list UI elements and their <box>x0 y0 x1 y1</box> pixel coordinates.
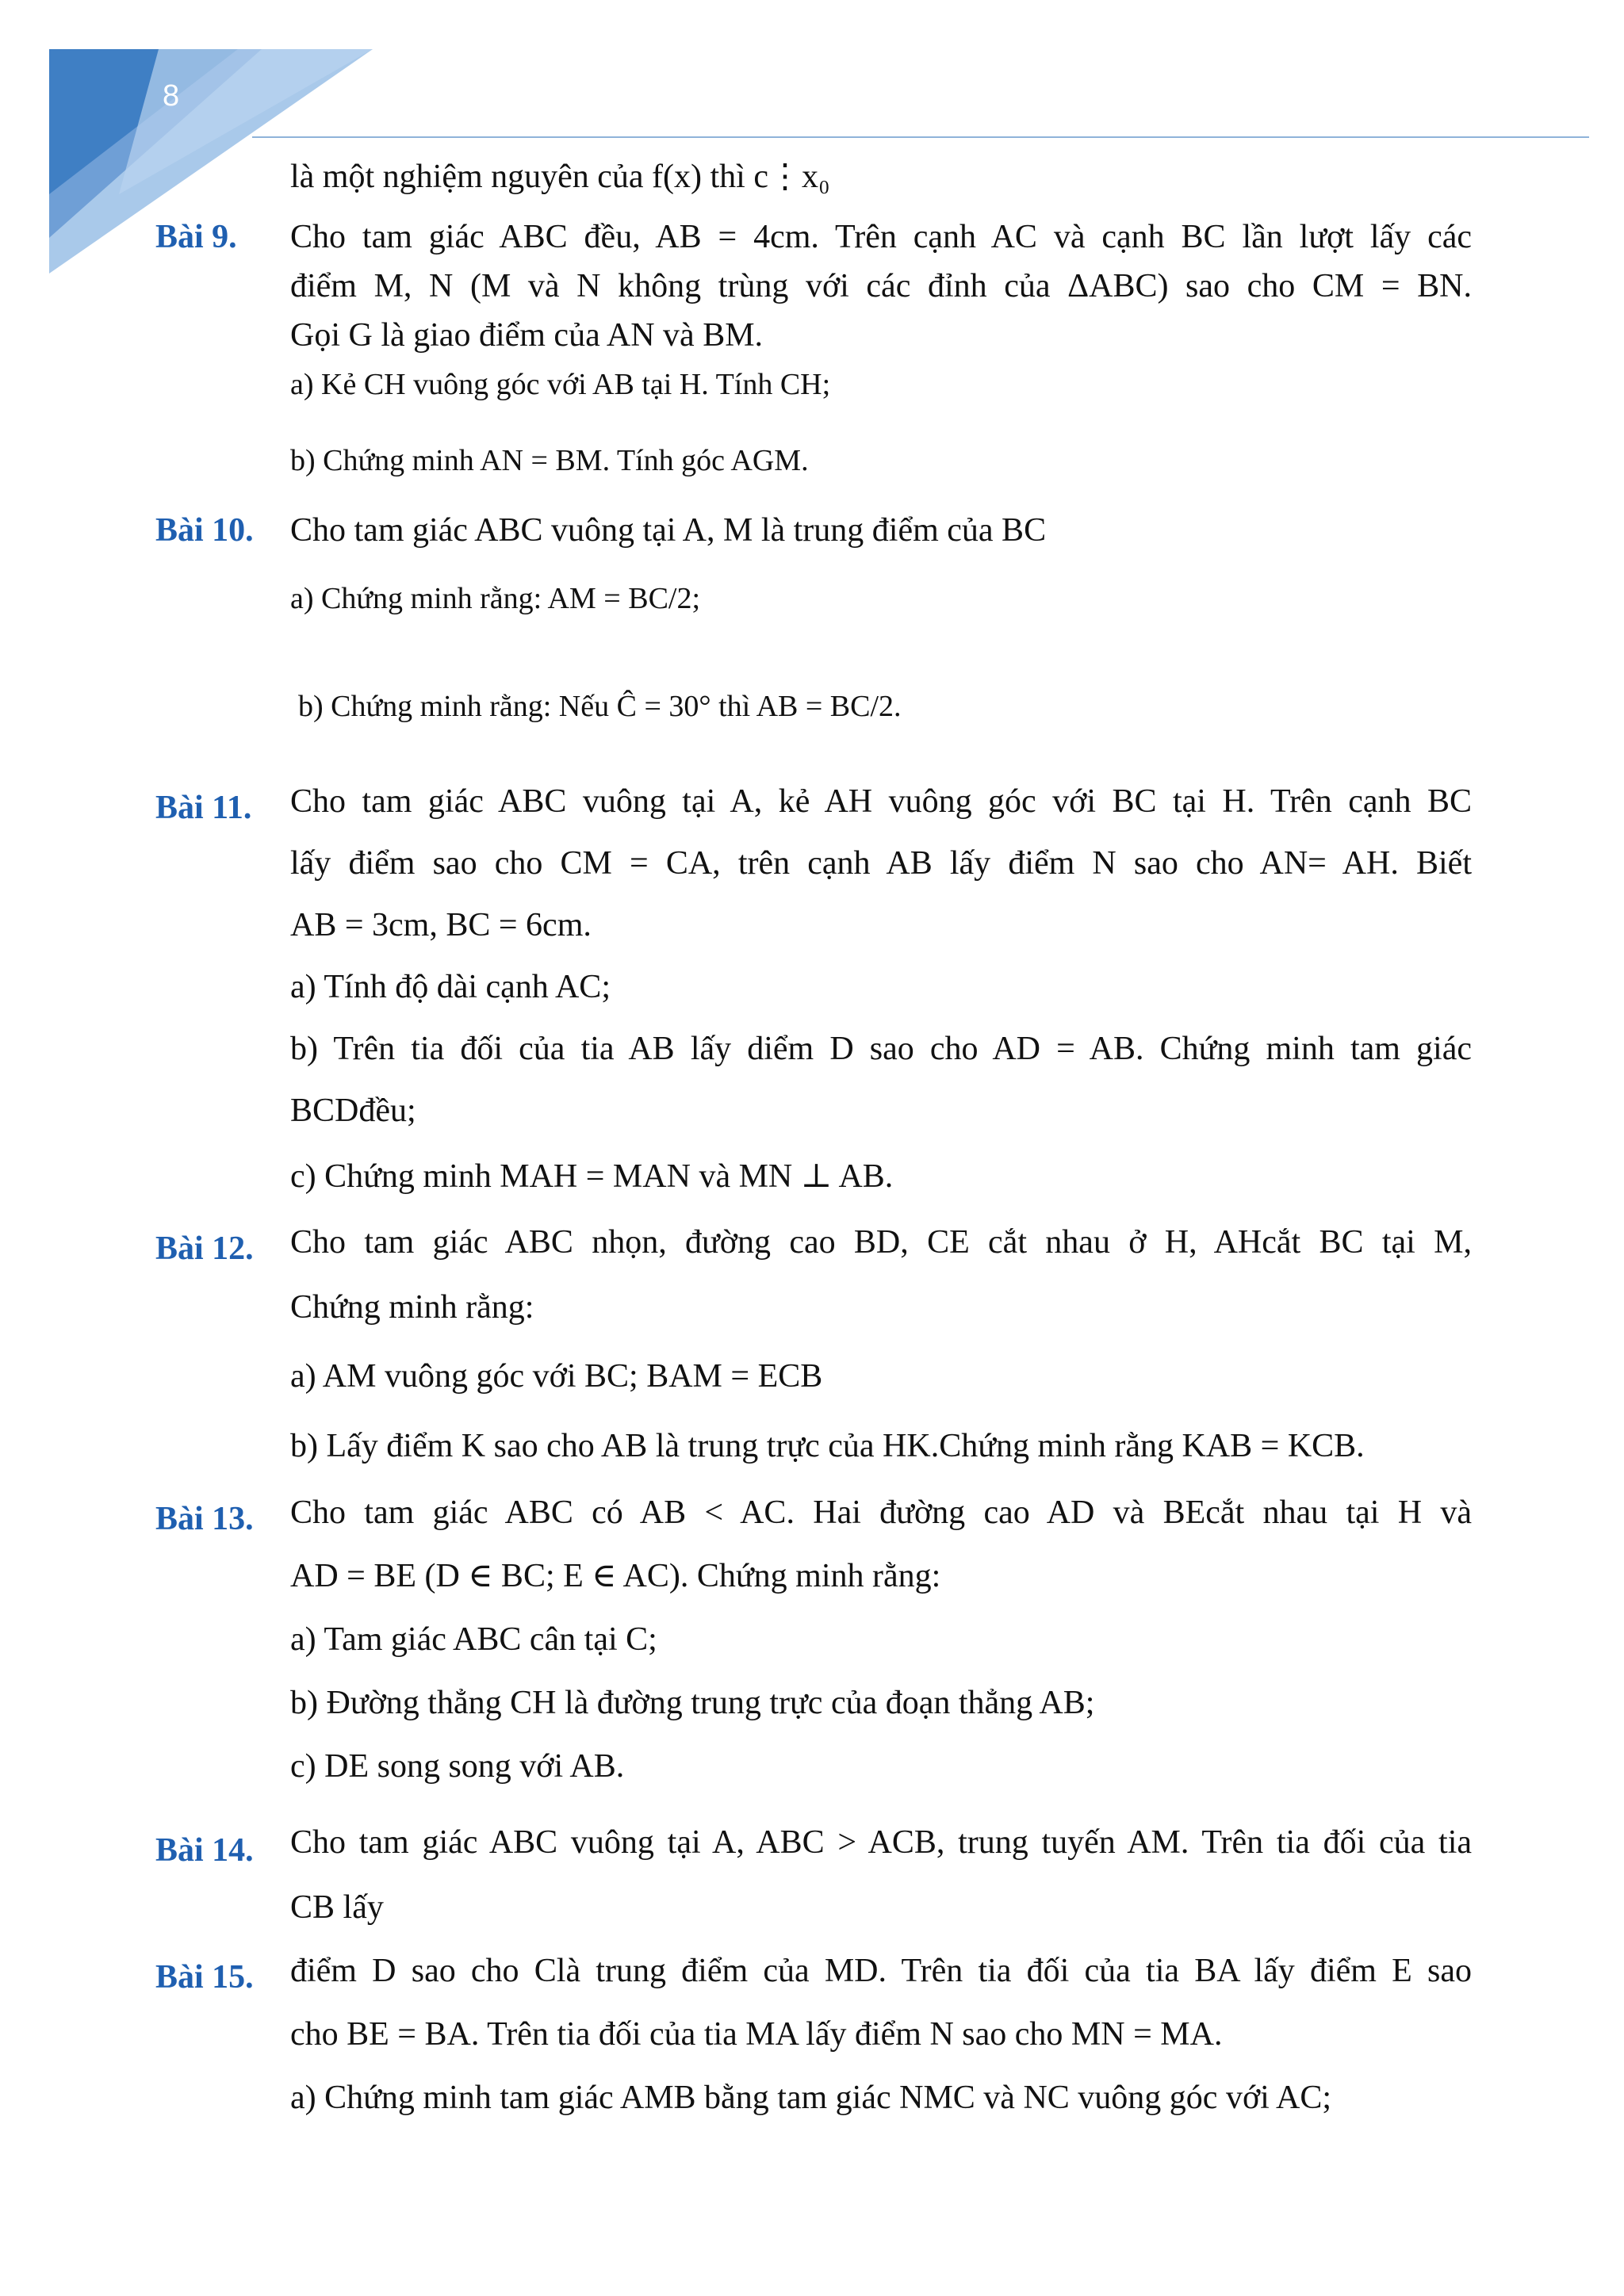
exercise-part: a) Kẻ CH vuông góc với AB tại H. Tính CH; <box>290 368 831 401</box>
exercise-part: a) Tính độ dài cạnh AC; <box>290 969 611 1005</box>
header-rule <box>252 136 1589 138</box>
exercise-9 <box>155 212 1472 485</box>
exercise-part: a) Chứng minh rằng: AM = BC/2; <box>290 582 701 615</box>
exercise-number: Bài 11. <box>155 790 252 826</box>
exercise-number: Bài 12. <box>155 1230 254 1267</box>
exercise-number: Bài 14. <box>155 1832 254 1869</box>
exercise-15 <box>155 1939 1472 2130</box>
exercise-11 <box>155 771 1472 1211</box>
exercise-text: AD = BE (D ∈ BC; E ∈ AC). Chứng minh rằng: <box>290 1558 941 1594</box>
exercise-part: b) Đường thẳng CH là đường trung trực của đoạn thẳng AB; <box>290 1685 1095 1721</box>
exercise-text: Cho tam giác ABC vuông tại A, kẻ AH vuông góc với BC tại H. Trên cạnh BC <box>290 783 1472 820</box>
exercise-part: b) Chứng minh rằng: Nếu Ĉ = 30° thì AB = BC/2. <box>298 690 902 723</box>
exercise-part: b) Trên tia đối của tia AB lấy diểm D sao cho AD = AB. Chứng minh tam giác <box>290 1031 1472 1067</box>
exercise-number: Bài 10. <box>155 512 254 549</box>
exercise-number: Bài 15. <box>155 1959 254 1996</box>
exercise-text: CB lấy <box>290 1889 384 1926</box>
exercise-list <box>155 152 1472 2130</box>
exercise-text: lấy điểm sao cho CM = CA, trên cạnh AB lấy điểm N sao cho AN= AH. Biết <box>290 845 1472 882</box>
exercise-14 <box>155 1809 1472 1939</box>
exercise-text: AB = 3cm, BC = 6cm. <box>290 907 592 943</box>
exercise-part: a) Chứng minh tam giác AMB bằng tam giác NMC và NC vuông góc với AC; <box>290 2080 1332 2116</box>
exercise-text: Cho tam giác ABC vuông tại A, M là trung điểm của BC <box>290 512 1047 549</box>
exercise-text: điểm D sao cho Clà trung điểm của MD. Trên tia đối của tia BA lấy điểm E sao <box>290 1953 1472 1989</box>
exercise-13 <box>155 1481 1472 1798</box>
exercise-part: c) Chứng minh MAH = MAN và MN ⊥ AB. <box>290 1158 894 1195</box>
page-number: 8 <box>163 79 180 113</box>
exercise-part: BCDđều; <box>290 1093 416 1129</box>
exercise-text: Cho tam giác ABC nhọn, đường cao BD, CE cắt nhau ở H, AHcắt BC tại M, <box>290 1224 1472 1261</box>
exercise-text: điểm M, N (M và N không trùng với các đỉnh của ΔABC) sao cho CM = BN. <box>290 268 1472 304</box>
exercise-number: Bài 9. <box>155 219 237 255</box>
exercise-part: a) Tam giác ABC cân tại C; <box>290 1621 657 1658</box>
exercise-10 <box>155 506 1472 750</box>
continuation-line: là một nghiệm nguyên của f(x) thì c⋮x₀ <box>290 159 830 195</box>
exercise-part: b) Lấy điểm K sao cho AB là trung trực của HK.Chứng minh rằng KAB = KCB. <box>290 1428 1365 1464</box>
exercise-number: Bài 13. <box>155 1501 254 1537</box>
exercise-text: Cho tam giác ABC vuông tại A, ABC > ACB, trung tuyến AM. Trên tia đối của tia <box>290 1824 1472 1861</box>
exercise-text: Chứng minh rằng: <box>290 1289 534 1326</box>
exercise-12 <box>155 1211 1472 1481</box>
exercise-part: b) Chứng minh AN = BM. Tính góc AGM. <box>290 444 809 477</box>
exercise-text: Gọi G là giao điểm của AN và BM. <box>290 317 764 354</box>
exercise-text: Cho tam giác ABC đều, AB = 4cm. Trên cạnh AC và cạnh BC lần lượt lấy các <box>290 219 1472 255</box>
exercise-text: Cho tam giác ABC có AB < AC. Hai đường cao AD và BEcắt nhau tại H và <box>290 1494 1472 1531</box>
exercise-part: c) DE song song với AB. <box>290 1748 625 1785</box>
exercise-text: cho BE = BA. Trên tia đối của tia MA lấy điểm N sao cho MN = MA. <box>290 2016 1223 2053</box>
exercise-part: a) AM vuông góc với BC; BAM = ECB <box>290 1358 823 1395</box>
